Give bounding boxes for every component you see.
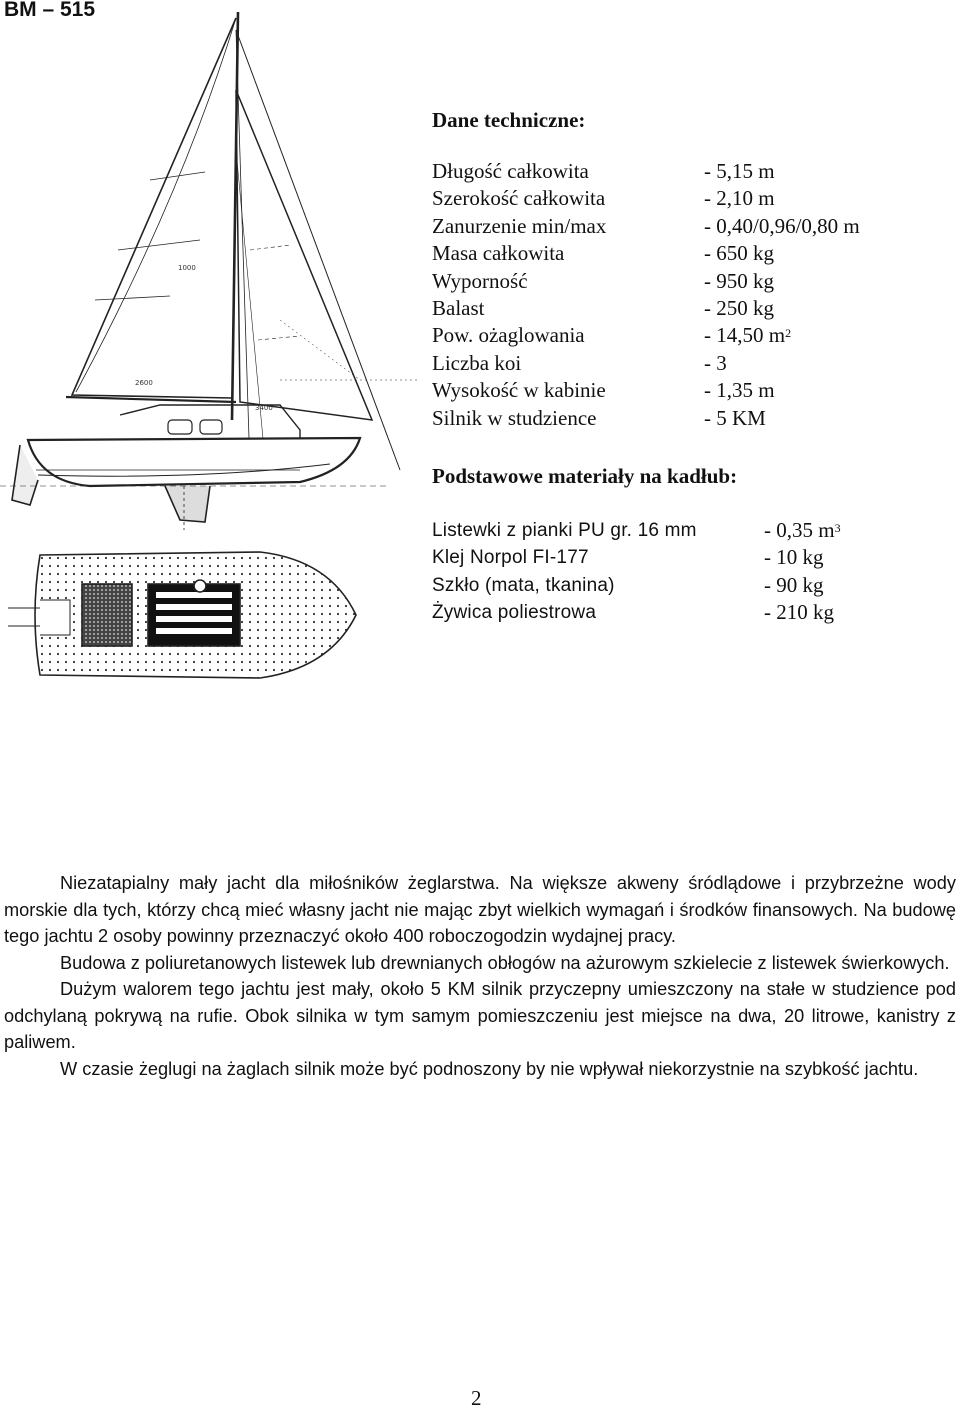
mat-value: - 0,35 $m^3$ xyxy=(764,518,841,542)
mat-value: - 210 kg xyxy=(764,600,834,625)
spec-value: - 3 xyxy=(704,350,727,375)
spec-value: - 1,35 m xyxy=(704,378,775,403)
document-title: BM – 515 xyxy=(4,0,96,21)
page-number: 2 xyxy=(471,1386,482,1410)
spec-row xyxy=(432,268,860,295)
mat-value-superscript: 3 xyxy=(834,521,841,535)
spec-row xyxy=(432,185,860,212)
spec-row xyxy=(432,213,860,240)
spec-value: - 0,40/0,96/0,80 m xyxy=(704,213,860,238)
spec-label: Wyporność xyxy=(432,268,528,293)
spec-label: Szerokość całkowita xyxy=(432,186,606,211)
spec-row xyxy=(432,377,860,404)
spec-label: Silnik w studzience xyxy=(432,405,597,430)
spec-value: - 950 kg xyxy=(704,268,774,293)
technical-data-heading: Dane techniczne: xyxy=(432,108,586,132)
description-paragraph: Dużym walorem tego jachtu jest mały, około 5 KM silnik przyczepny umieszczony na stałe w studzience pod odchylaną pokrywą na rufie. Obok silnika w tym samym pomieszczeniu jest miejsce na dwa, 20 litrowe, kanistry z paliwem. xyxy=(4,979,956,1052)
mat-row xyxy=(432,544,841,571)
spec-row xyxy=(432,240,860,267)
spec-value: - 5 KM xyxy=(704,405,766,430)
mat-row xyxy=(432,572,841,599)
technical-data-table xyxy=(432,158,860,432)
description-text xyxy=(4,870,956,1082)
spec-row xyxy=(432,405,860,432)
mat-row xyxy=(432,599,841,626)
spec-row xyxy=(432,350,860,377)
sailboat-deck-plan-drawing xyxy=(0,540,440,690)
mat-label: Klej Norpol FI-177 xyxy=(432,547,589,569)
spec-value: - 2,10 m xyxy=(704,186,775,211)
spec-value: - 650 kg xyxy=(704,241,774,266)
description-paragraph: W czasie żeglugi na żaglach silnik może być podnoszony by nie wpływał niekorzystnie na szybkość jachtu. xyxy=(60,1058,919,1079)
spec-label: Pow. ożaglowania xyxy=(432,323,585,348)
mat-row xyxy=(432,517,841,544)
mat-value: - 90 kg xyxy=(764,572,824,597)
mat-label: Żywica poliestrowa xyxy=(432,602,597,624)
spec-label: Zanurzenie min/max xyxy=(432,213,607,238)
spec-label: Balast xyxy=(432,295,485,320)
svg-text:2600: 2600 xyxy=(135,379,153,387)
spec-label: Długość całkowita xyxy=(432,159,589,183)
mat-label: Listewki z pianki PU gr. 16 mm xyxy=(432,520,697,541)
spec-value: - 5,15 m xyxy=(704,159,775,183)
spec-row xyxy=(432,322,860,349)
svg-text:1000: 1000 xyxy=(178,264,196,272)
spec-value-superscript: 2 xyxy=(785,326,792,341)
spec-value: - 250 kg xyxy=(704,295,774,320)
spec-label: Liczba koi xyxy=(432,350,522,375)
svg-text:3400: 3400 xyxy=(255,404,273,412)
materials-heading: Podstawowe materiały na kadłub: xyxy=(432,464,738,488)
spec-value: - 14,50 $m^2$ xyxy=(704,323,792,348)
spec-row xyxy=(432,158,860,185)
spec-row xyxy=(432,295,860,322)
description-paragraph: Budowa z poliuretanowych listewek lub drewnianych obłogów na ażurowym szkielecie z listewek świerkowych. xyxy=(60,952,950,973)
mat-label: Szkło (mata, tkanina) xyxy=(432,574,615,596)
description-paragraph: Niezatapialny mały jacht dla miłośników żeglarstwa. Na większe akweny śródlądowe i przybrzeżne wody morskie dla tych, którzy chcą mieć własny jacht nie mając zbyt wielkich wymagań i środków finansowych. Na budowę tego jachtu 2 osoby powinny przeznaczyć około 400 roboczogodzin wydajnej pracy. xyxy=(4,873,956,946)
mat-value: - 10 kg xyxy=(764,545,824,570)
spec-label: Masa całkowita xyxy=(432,241,565,266)
materials-table xyxy=(432,517,841,627)
spec-label: Wysokość w kabinie xyxy=(432,378,606,403)
